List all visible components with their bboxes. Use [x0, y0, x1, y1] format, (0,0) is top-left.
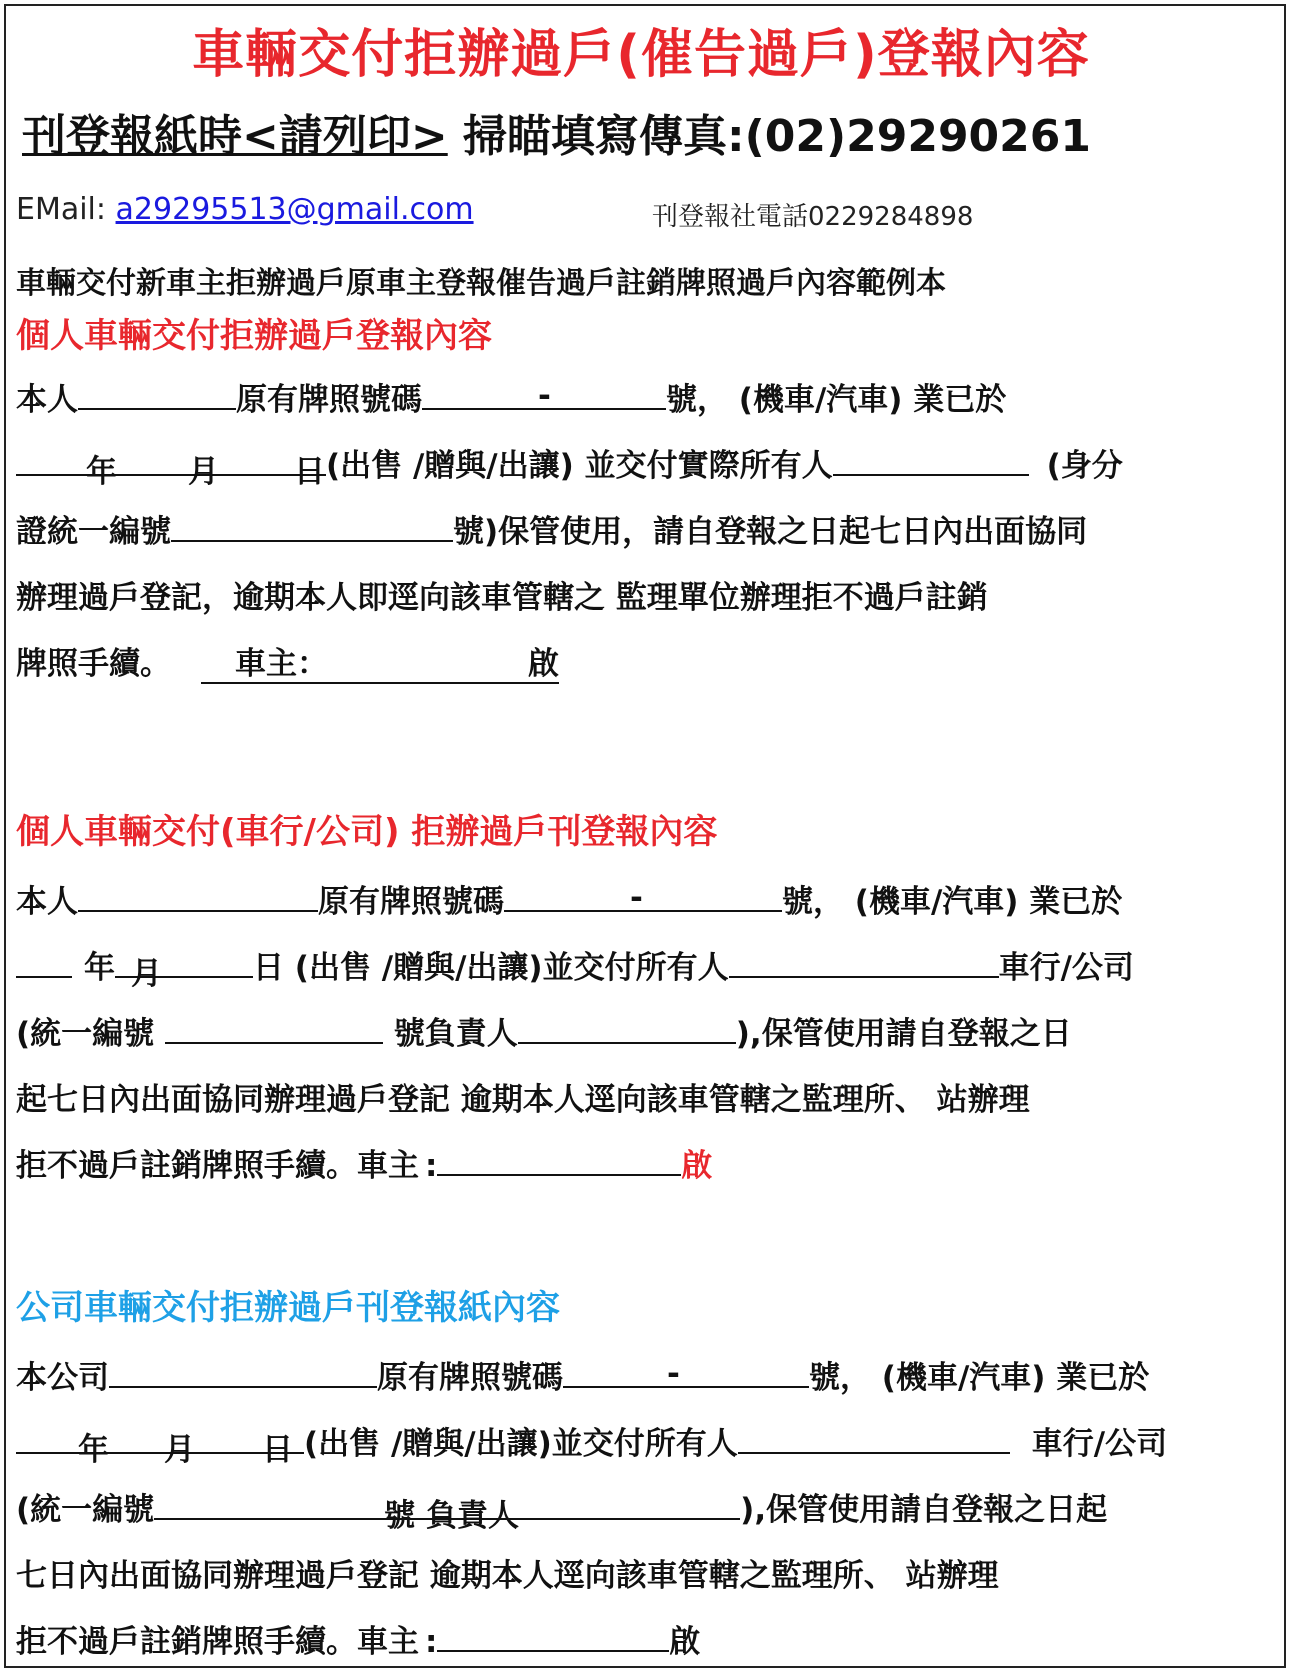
- colon: :: [425, 1624, 438, 1660]
- text: 號， (機車/汽車) 業已於: [809, 1360, 1150, 1396]
- year-label: 年: [84, 950, 115, 986]
- plate-dash: -: [538, 378, 551, 414]
- section3-line3: [16, 1484, 1108, 1534]
- year-label: 年: [78, 1432, 109, 1468]
- sample-title: 車輛交付新車主拒辦過戶原車主登報催告過戶註銷牌照過戶內容範例本: [16, 266, 946, 301]
- month-label: 月: [131, 956, 162, 992]
- name-blank[interactable]: [78, 380, 236, 410]
- owner-blank[interactable]: [729, 948, 999, 978]
- plate-dash: -: [630, 880, 643, 916]
- text: 車行/公司: [998, 950, 1134, 986]
- owner-signature-line[interactable]: [201, 646, 559, 684]
- text: (統一編號: [16, 1016, 165, 1052]
- section3-heading: 公司車輛交付拒辦過戶刊登報紙內容: [16, 1288, 560, 1328]
- text: 車行/公司: [1031, 1426, 1168, 1462]
- text: 拒不過戶註銷牌照手續。車主: [16, 1148, 419, 1184]
- month-label: 月: [188, 454, 219, 490]
- day-blank[interactable]: [195, 948, 253, 978]
- year-label: 年: [86, 454, 117, 490]
- date-blank[interactable]: [16, 446, 326, 490]
- text: 本人: [16, 884, 78, 920]
- email-link[interactable]: a29295513@gmail.com: [115, 192, 474, 227]
- text: 原有牌照號碼: [377, 1360, 563, 1396]
- text: 號負責人: [382, 1016, 518, 1052]
- text: 本人: [16, 382, 78, 418]
- section2-line5: [16, 1140, 712, 1185]
- fax-instruction: [22, 100, 1091, 164]
- print-instruction: 刊登報紙時<請列印>: [22, 111, 448, 162]
- day-label: 日: [294, 454, 325, 490]
- plate-blank[interactable]: [504, 880, 782, 916]
- section2-line2: [16, 942, 1134, 992]
- month-blank[interactable]: [115, 948, 195, 992]
- plate-blank[interactable]: [563, 1356, 809, 1392]
- text: 號， (機車/汽車) 業已於: [782, 884, 1123, 920]
- section1-line3: [16, 506, 1087, 551]
- section1-line1: [16, 374, 1006, 419]
- seal-label: 啟: [669, 1624, 701, 1660]
- section3-line2: [16, 1418, 1168, 1468]
- owner-blank[interactable]: [833, 446, 1029, 476]
- section1-heading: 個人車輛交付拒辦過戶登報內容: [16, 316, 492, 356]
- section1-line4: 辦理過戶登記，逾期本人即逕向該車管轄之 監理單位辦理拒不過戶註銷: [16, 580, 988, 616]
- section2-line3: [16, 1008, 1072, 1053]
- newspaper-phone: 刊登報社電話0229284898: [652, 202, 974, 232]
- text: (統一編號: [16, 1492, 155, 1528]
- text: ),保管使用請自登報之日起: [740, 1492, 1108, 1528]
- section1-line5: [16, 638, 559, 683]
- rep-label: 號 負責人: [384, 1498, 519, 1534]
- section2-line1: [16, 876, 1122, 921]
- section2-heading: 個人車輛交付(車行/公司) 拒辦過戶刊登報內容: [16, 812, 718, 852]
- day-label: 日: [253, 950, 284, 986]
- section1-line2: [16, 440, 1123, 490]
- section3-line4: 七日內出面協同辦理過戶登記 逾期本人逕向該車管轄之監理所、 站辦理: [16, 1558, 999, 1594]
- pre-year-blank[interactable]: [16, 948, 72, 978]
- owner-blank[interactable]: [738, 1424, 1010, 1454]
- owner-signature-line[interactable]: [437, 1146, 681, 1176]
- seal-label: 啟: [681, 1148, 713, 1184]
- fax-number: 掃瞄填寫傳真:(02)29290261: [447, 111, 1092, 162]
- text: 號)保管使用，請自登報之日起七日內出面協同: [453, 514, 1088, 550]
- rep-blank[interactable]: [518, 1014, 736, 1044]
- text: (身分: [1046, 448, 1123, 484]
- day-label: 日: [262, 1432, 293, 1468]
- section3-line5: [16, 1616, 700, 1661]
- text: (出售 /贈與/出讓) 並交付實際所有人: [326, 448, 833, 484]
- name-blank[interactable]: [78, 882, 318, 912]
- text: 原有牌照號碼: [236, 382, 422, 418]
- text: 拒不過戶註銷牌照手續。車主: [16, 1624, 419, 1660]
- email-line: [16, 192, 474, 227]
- text: 牌照手續。: [16, 646, 171, 682]
- owner-label: 車主：: [235, 646, 328, 682]
- id-blank[interactable]: [171, 512, 453, 542]
- colon: :: [425, 1148, 438, 1184]
- company-blank[interactable]: [109, 1358, 377, 1388]
- section2-line4: 起七日內出面協同辦理過戶登記 逾期本人逕向該車管轄之監理所、 站辦理: [16, 1082, 1030, 1118]
- id-rep-blank[interactable]: [154, 1490, 740, 1534]
- text: ),保管使用請自登報之日: [735, 1016, 1072, 1052]
- owner-signature-line[interactable]: [437, 1622, 669, 1652]
- page-title: 車輛交付拒辦過戶(催告過戶)登報內容: [192, 25, 1090, 85]
- email-label: EMail:: [16, 192, 116, 227]
- plate-dash: -: [667, 1356, 680, 1392]
- section3-line1: [16, 1352, 1149, 1397]
- text: 原有牌照號碼: [318, 884, 504, 920]
- month-label: 月: [164, 1432, 195, 1468]
- seal-label: 啟: [528, 646, 559, 682]
- text: (出售 /贈與/出讓)並交付所有人: [304, 1426, 738, 1462]
- text: 證統一編號: [16, 514, 171, 550]
- plate-blank[interactable]: [422, 378, 666, 414]
- text: 號， (機車/汽車) 業已於: [666, 382, 1007, 418]
- text: 本公司: [16, 1360, 109, 1396]
- date-blank[interactable]: [16, 1424, 304, 1468]
- text: (出售 /贈與/出讓)並交付所有人: [284, 950, 729, 986]
- id-blank[interactable]: [165, 1014, 383, 1044]
